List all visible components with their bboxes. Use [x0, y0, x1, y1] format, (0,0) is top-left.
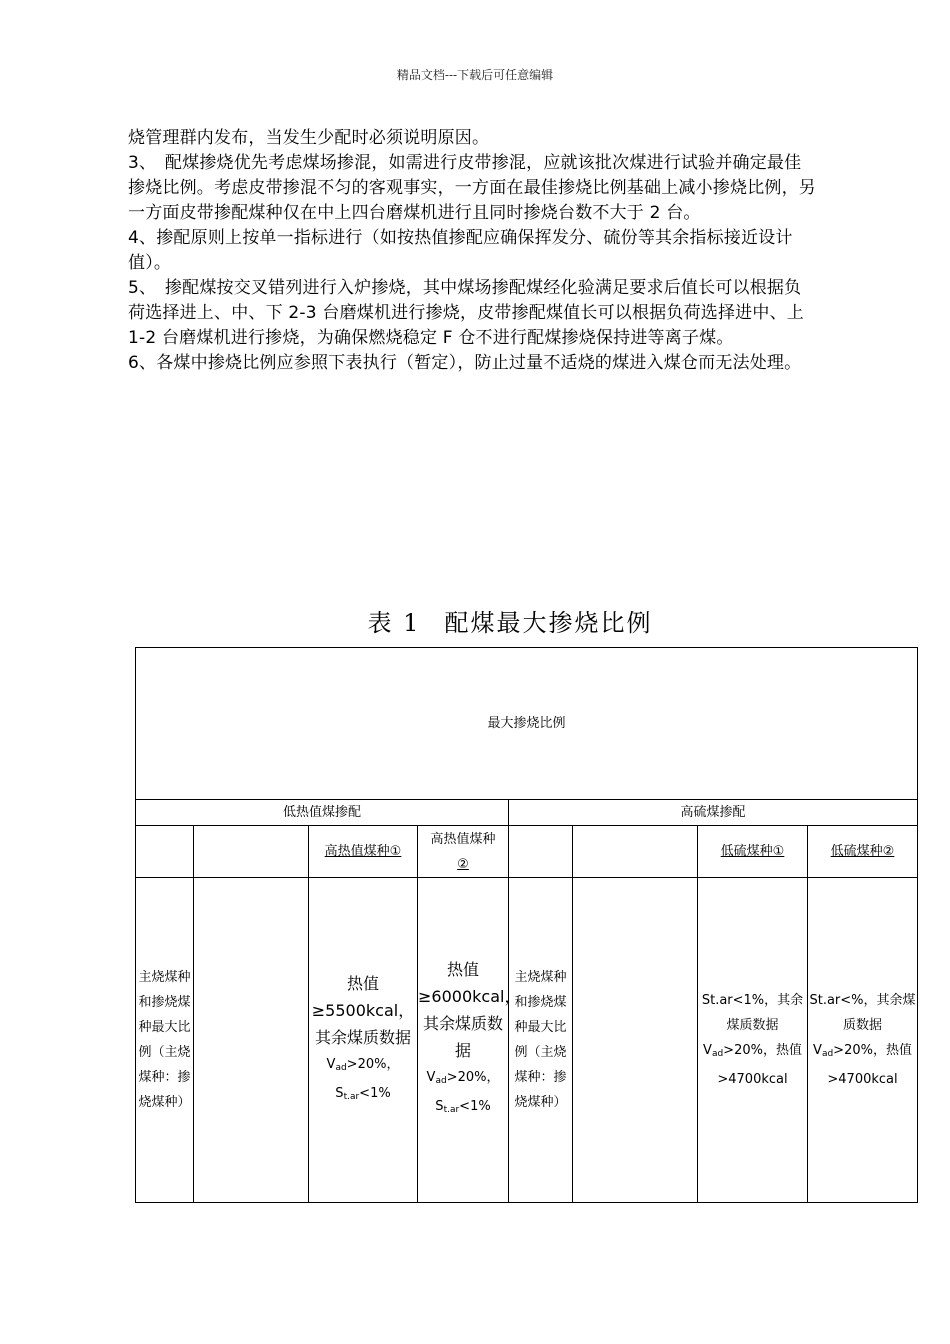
page-header: 精品文档---下载后可任意编辑 — [396, 68, 554, 82]
cell-low-sulfur-1: St.ar<1%，其余煤质数据 $V_{ad}>20\%$，热值>4700kcal — [698, 878, 808, 1203]
table-cell-empty — [194, 878, 309, 1203]
paragraph: 4、掺配原则上按单一指标进行（如按热值掺配应确保挥发分、硫份等其余指标接近设计值）。 — [128, 228, 793, 273]
blending-ratio-table — [135, 647, 918, 1203]
header-cell-empty — [136, 826, 194, 878]
group-high-sulfur: 高硫煤掺配 — [509, 800, 918, 826]
paragraph: 烧管理群内发布，当发生少配时必须说明原因。 — [128, 128, 490, 148]
cell-low-sulfur-2: St.ar<%，其余煤质数据 $V_{ad}>20\%$，热值>4700kcal — [808, 878, 918, 1203]
header-low-sulfur-2: 低硫煤种② — [808, 826, 918, 878]
paragraph: 3、 配煤掺烧优先考虑煤场掺混，如需进行皮带掺混，应就该批次煤进行试验并确定最佳掺烧比例。考虑皮带掺混不匀的客观事实，一方面在最佳掺烧比例基础上减小掺烧比例，另一方面皮带掺配煤种仅在中上四台磨煤机进行且同时掺烧台数不大于 2 台。 — [128, 153, 816, 223]
header-high-heat-1: 高热值煤种① — [309, 826, 418, 878]
cell-high-heat-2: 热值≥6000kcal，其余煤质数据 $V_{ad}>20\%$， $S_{t.ar}<1\%$ — [418, 878, 509, 1203]
table-caption — [0, 603, 950, 638]
paragraph: 5、 掺配煤按交叉错列进行入炉掺烧，其中煤场掺配煤经化验满足要求后值长可以根据负荷选择进上、中、下 2-3 台磨煤机进行掺烧，皮带掺配煤值长可以根据负荷选择进中、上 1-2 台磨煤机进行掺烧，为确保燃烧稳定 F 仓不进行配煤掺烧保持进等离子煤。 — [128, 278, 804, 348]
header-cell-empty — [194, 826, 309, 878]
row-label-left: 主烧煤种和掺烧煤种最大比例（主烧煤种：掺烧煤种） — [136, 878, 194, 1203]
header-cell-empty — [509, 826, 573, 878]
row-label-right: 主烧煤种和掺烧煤种最大比例（主烧煤种：掺烧煤种） — [509, 878, 573, 1203]
table-title: 最大掺烧比例 — [136, 648, 918, 800]
paragraph: 6、各煤中掺烧比例应参照下表执行（暂定），防止过量不适烧的煤进入煤仓而无法处理。 — [128, 353, 802, 373]
header-cell-empty — [573, 826, 698, 878]
caption-title: 配煤最大掺烧比例 — [444, 609, 653, 637]
header-low-sulfur-1: 低硫煤种① — [698, 826, 808, 878]
caption-label: 表 1 — [367, 609, 421, 637]
table-cell-empty — [573, 878, 698, 1203]
document-body — [128, 126, 818, 376]
group-low-heat: 低热值煤掺配 — [136, 800, 509, 826]
header-high-heat-2: 高热值煤种 ② — [418, 826, 509, 878]
cell-high-heat-1: 热值≥5500kcal，其余煤质数据 $V_{ad}>20\%$，$S_{t.ar}<1\%$ — [309, 878, 418, 1203]
